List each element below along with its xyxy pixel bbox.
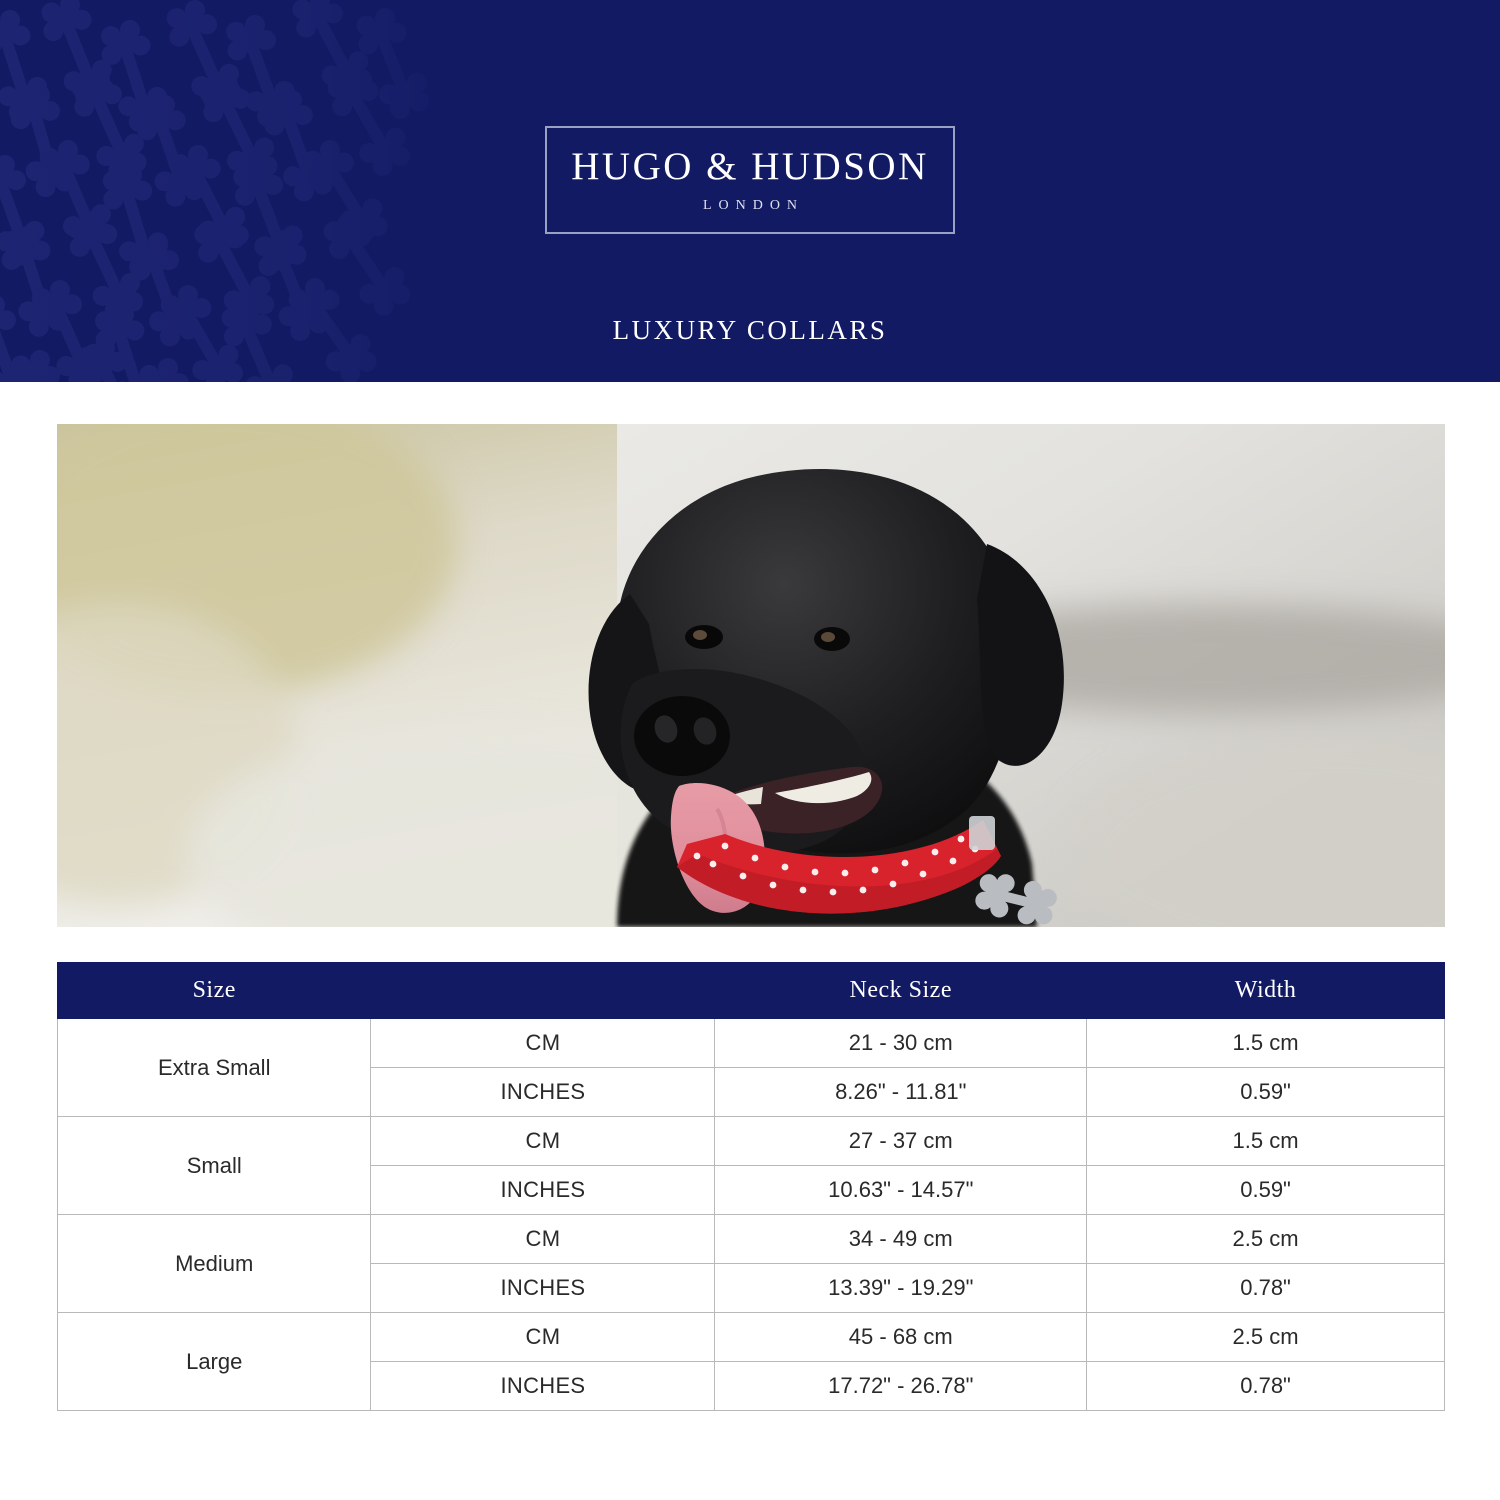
- page-header: [0, 0, 1500, 382]
- cell-neck: 27 - 37 cm: [715, 1117, 1087, 1166]
- cell-width: 0.78": [1087, 1362, 1445, 1411]
- cell-width: 1.5 cm: [1087, 1117, 1445, 1166]
- cell-neck: 34 - 49 cm: [715, 1215, 1087, 1264]
- hero-image: [57, 424, 1445, 927]
- table-header-row: [58, 963, 1445, 1019]
- dog-photo: [57, 424, 1445, 927]
- cell-width: 2.5 cm: [1087, 1313, 1445, 1362]
- brand-logo: [545, 126, 955, 234]
- cell-width: 0.78": [1087, 1264, 1445, 1313]
- cell-size-name: Extra Small: [58, 1019, 371, 1117]
- size-table: [57, 962, 1445, 1411]
- cell-unit: CM: [371, 1019, 715, 1068]
- cell-unit: INCHES: [371, 1362, 715, 1411]
- cell-size-name: Small: [58, 1117, 371, 1215]
- table-row: [58, 1215, 1445, 1264]
- cell-unit: INCHES: [371, 1264, 715, 1313]
- cell-width: 1.5 cm: [1087, 1019, 1445, 1068]
- cell-unit: INCHES: [371, 1166, 715, 1215]
- cell-size-name: Large: [58, 1313, 371, 1411]
- cell-neck: 45 - 68 cm: [715, 1313, 1087, 1362]
- cell-unit: CM: [371, 1313, 715, 1362]
- cell-width: 2.5 cm: [1087, 1215, 1445, 1264]
- table-row: [58, 1117, 1445, 1166]
- brand-logo-location: LONDON: [702, 197, 805, 213]
- cell-unit: INCHES: [371, 1068, 715, 1117]
- page-title: LUXURY COLLARS: [612, 315, 888, 345]
- header-width: Width: [1087, 963, 1445, 1019]
- header-size: Size: [58, 963, 371, 1019]
- cell-neck: 17.72" - 26.78": [715, 1362, 1087, 1411]
- header-neck-size: Neck Size: [715, 963, 1087, 1019]
- cell-neck: 8.26" - 11.81": [715, 1068, 1087, 1117]
- header-unit: [371, 963, 715, 1019]
- cell-unit: CM: [371, 1215, 715, 1264]
- cell-size-name: Medium: [58, 1215, 371, 1313]
- brand-logo-name: HUGO & HUDSON: [571, 145, 929, 189]
- cell-width: 0.59": [1087, 1166, 1445, 1215]
- cell-neck: 21 - 30 cm: [715, 1019, 1087, 1068]
- table-row: [58, 1313, 1445, 1362]
- table-row: [58, 1019, 1445, 1068]
- cell-neck: 13.39" - 19.29": [715, 1264, 1087, 1313]
- cell-width: 0.59": [1087, 1068, 1445, 1117]
- cell-neck: 10.63" - 14.57": [715, 1166, 1087, 1215]
- size-table-container: [57, 962, 1445, 1411]
- cell-unit: CM: [371, 1117, 715, 1166]
